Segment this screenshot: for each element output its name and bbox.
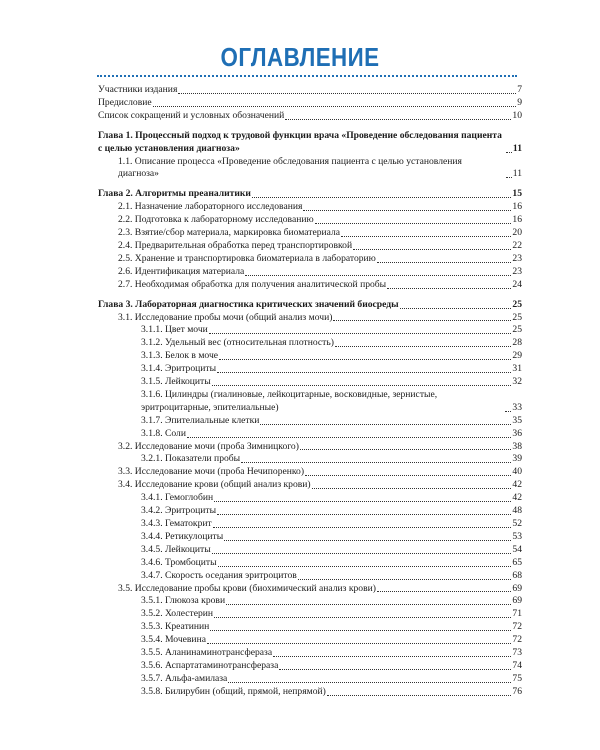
toc-entry-label: 3.5.4. Мочевина: [141, 634, 206, 646]
toc-leader-dots: [506, 177, 512, 178]
toc-entry-label: Участники издания: [98, 84, 178, 95]
toc-leader-dots: [305, 475, 511, 476]
toc-entry-label: 3.5.8. Билирубин (общий, прямой, непрямой): [141, 685, 326, 697]
toc-entry-label: 3.1.3. Белок в моче: [141, 350, 219, 362]
toc-page-number: 22: [512, 239, 522, 251]
toc-entry[interactable]: [98, 492, 522, 505]
toc-entry-label: 3.1.5. Лейкоциты: [141, 376, 211, 388]
toc-chapter-entry[interactable]: [98, 130, 522, 156]
toc-entry[interactable]: [98, 266, 522, 279]
toc-entry-label: 3.1.1. Цвет мочи: [141, 324, 208, 336]
toc-entry[interactable]: [98, 227, 522, 240]
table-of-contents: [98, 84, 522, 699]
toc-page-number: 25: [512, 298, 522, 310]
toc-leader-dots: [300, 449, 511, 450]
toc-page-number: 72: [512, 634, 522, 646]
toc-entry-label: 3.1.7. Эпителиальные клетки: [141, 414, 260, 426]
toc-page-number: 42: [512, 479, 522, 491]
toc-page-number: 28: [512, 337, 522, 349]
toc-page-number: 72: [512, 621, 522, 633]
toc-entry[interactable]: [98, 544, 522, 557]
toc-entry-label: Предисловие: [98, 96, 152, 108]
toc-leader-dots: [285, 119, 511, 120]
toc-entry[interactable]: [98, 253, 522, 266]
toc-leader-dots: [377, 591, 511, 592]
toc-entry-label: Список сокращений и условных обозначений: [98, 109, 285, 121]
toc-chapter-entry[interactable]: [98, 299, 522, 312]
toc-entry[interactable]: [98, 97, 522, 110]
toc-page-number: 65: [512, 556, 522, 568]
toc-entry-label: 2.2. Подготовка к лабораторному исследованию: [118, 214, 314, 226]
toc-leader-dots: [207, 643, 511, 644]
toc-leader-dots: [228, 682, 511, 683]
toc-leader-dots: [279, 669, 511, 670]
toc-page-number: 68: [512, 569, 522, 581]
toc-chapter-entry[interactable]: [98, 188, 522, 201]
toc-page-number: 75: [512, 672, 522, 684]
toc-leader-dots: [187, 437, 511, 438]
toc-entry-label: Глава 1. Процессный подход к трудовой функции врача «Проведение обследования пациента с целью установления диагноза»: [98, 129, 502, 154]
toc-leader-dots: [341, 236, 511, 237]
toc-entry[interactable]: [98, 621, 522, 634]
toc-entry-label: 3.5.1. Глюкоза крови: [141, 595, 226, 607]
toc-page-number: 23: [512, 265, 522, 277]
toc-page-number: 38: [512, 440, 522, 452]
toc-page-number: 11: [512, 168, 522, 180]
toc-leader-dots: [400, 308, 512, 309]
toc-page-number: 31: [512, 363, 522, 375]
toc-leader-dots: [252, 197, 511, 198]
toc-entry-label: 3.1.2. Удельный вес (относительная плотность): [141, 337, 334, 349]
toc-leader-dots: [327, 695, 512, 696]
toc-entry[interactable]: [98, 201, 522, 214]
toc-entry[interactable]: [98, 279, 522, 292]
toc-page-number: 73: [512, 647, 522, 659]
toc-leader-dots: [335, 346, 512, 347]
toc-entry[interactable]: [98, 673, 522, 686]
toc-leader-dots: [333, 320, 511, 321]
toc-page-number: 69: [512, 582, 522, 594]
toc-leader-dots: [217, 514, 511, 515]
toc-leader-dots: [214, 501, 511, 502]
toc-leader-dots: [241, 462, 511, 463]
toc-page-number: 25: [512, 324, 522, 336]
toc-entry[interactable]: [98, 505, 522, 518]
toc-entry-label: 3.4.6. Тромбоциты: [141, 556, 217, 568]
toc-entry-label: 2.3. Взятие/сбор материала, маркировка биоматериала: [118, 227, 341, 239]
toc-entry-label: 3.3. Исследование мочи (проба Нечипоренко): [118, 466, 305, 478]
toc-page-number: 76: [512, 685, 522, 697]
toc-leader-dots: [210, 630, 511, 631]
toc-page-number: 11: [512, 142, 522, 154]
toc-entry-label: 3.4.3. Гематокрит: [141, 518, 212, 529]
toc-entry-label: 2.4. Предварительная обработка перед транспортировкой: [118, 239, 353, 251]
toc-leader-dots: [298, 579, 512, 580]
toc-page-number: 25: [512, 311, 522, 323]
toc-leader-dots: [377, 262, 512, 263]
toc-page-number: 71: [512, 608, 522, 620]
toc-entry-label: 3.4.5. Лейкоциты: [141, 543, 211, 555]
toc-entry[interactable]: [98, 518, 522, 531]
toc-page-number: 53: [512, 530, 522, 542]
toc-entry-label: 3.5.2. Холестерин: [141, 608, 214, 620]
toc-entry-label: 2.6. Идентификация материала: [118, 265, 245, 277]
toc-entry[interactable]: [98, 686, 522, 699]
toc-entry-label: 3.5.6. Аспартатаминотрансфераза: [141, 659, 279, 671]
toc-leader-dots: [217, 372, 511, 373]
toc-entry[interactable]: [98, 389, 522, 415]
toc-entry[interactable]: [98, 583, 522, 596]
toc-page-number: 74: [512, 659, 522, 671]
toc-page-number: 29: [512, 350, 522, 362]
toc-page-number: 16: [512, 201, 522, 213]
toc-entry[interactable]: [98, 428, 522, 441]
toc-entry[interactable]: [98, 466, 522, 479]
toc-page-number: 69: [512, 595, 522, 607]
toc-entry[interactable]: [98, 608, 522, 621]
toc-entry[interactable]: [98, 214, 522, 227]
toc-entry-label: 3.1. Исследование пробы мочи (общий анализ мочи): [118, 311, 333, 323]
toc-leader-dots: [209, 333, 512, 334]
toc-entry[interactable]: [98, 647, 522, 660]
toc-page-number: 33: [512, 401, 522, 413]
toc-page-number: 16: [512, 214, 522, 226]
toc-entry-label: Глава 2. Алгоритмы преаналитики: [98, 188, 251, 200]
toc-leader-dots: [224, 540, 511, 541]
toc-leader-dots: [226, 604, 511, 605]
page-title: ОГЛАВЛЕНИЕ: [220, 42, 380, 72]
toc-leader-dots: [303, 210, 511, 211]
toc-entry[interactable]: [98, 441, 522, 454]
toc-page-number: 39: [512, 453, 522, 465]
toc-entry[interactable]: [98, 324, 522, 337]
toc-leader-dots: [218, 566, 512, 567]
toc-page-number: 10: [512, 109, 522, 121]
toc-leader-dots: [212, 385, 512, 386]
toc-leader-dots: [506, 152, 512, 153]
toc-entry[interactable]: [98, 570, 522, 583]
toc-page-number: 54: [512, 543, 522, 555]
toc-leader-dots: [213, 527, 512, 528]
toc-entry[interactable]: [98, 363, 522, 376]
toc-leader-dots: [387, 288, 511, 289]
toc-entry-label: 3.2.1. Показатели пробы: [141, 453, 241, 465]
toc-entry-label: 3.5.7. Альфа-амилаза: [141, 672, 228, 684]
toc-page-number: 36: [512, 427, 522, 439]
toc-entry-label: 3.5.3. Креатинин: [141, 621, 210, 633]
toc-page-number: 20: [512, 227, 522, 239]
toc-leader-dots: [212, 553, 512, 554]
toc-entry-label: 3.1.6. Цилиндры (гиалиновые, лейкоцитарные, восковидные, зернистые, эритроцитарные, эпителиальные): [141, 388, 438, 413]
toc-page-number: 42: [512, 492, 522, 504]
title-divider: [97, 75, 517, 77]
toc-entry-label: 1.1. Описание процесса «Проведение обследования пациента с целью установления диагноза»: [118, 155, 462, 180]
toc-entry-label: 3.1.4. Эритроциты: [141, 363, 217, 375]
toc-entry-label: 3.5.5. Аланинаминотрансфераза: [141, 647, 273, 659]
toc-page-number: 9: [517, 96, 522, 108]
toc-leader-dots: [178, 93, 516, 94]
toc-entry-label: 3.2. Исследование мочи (проба Зимницкого): [118, 440, 299, 452]
toc-leader-dots: [353, 249, 511, 250]
toc-entry[interactable]: [98, 312, 522, 325]
toc-entry[interactable]: [98, 660, 522, 673]
toc-entry[interactable]: [98, 240, 522, 253]
toc-entry[interactable]: [98, 415, 522, 428]
toc-leader-dots: [312, 488, 512, 489]
toc-leader-dots: [260, 424, 511, 425]
toc-entry[interactable]: [98, 453, 522, 466]
toc-entry-label: 2.7. Необходимая обработка для получения аналитической пробы: [118, 278, 387, 290]
toc-entry-label: 3.4. Исследование крови (общий анализ крови): [118, 479, 311, 491]
toc-entry[interactable]: [98, 376, 522, 389]
toc-entry-label: 2.5. Хранение и транспортировка биоматериала в лабораторию: [118, 252, 376, 264]
toc-entry[interactable]: [98, 337, 522, 350]
toc-leader-dots: [505, 411, 511, 412]
toc-page-number: 32: [512, 376, 522, 388]
toc-leader-dots: [315, 223, 512, 224]
toc-entry-label: Глава 3. Лабораторная диагностика критических значений биосреды: [98, 298, 399, 310]
toc-leader-dots: [214, 617, 511, 618]
toc-leader-dots: [273, 656, 511, 657]
toc-entry-label: 3.5. Исследование пробы крови (биохимический анализ крови): [118, 582, 376, 594]
toc-entry-label: 3.4.1. Гемоглобин: [141, 492, 214, 504]
toc-leader-dots: [245, 275, 511, 276]
toc-entry[interactable]: [98, 557, 522, 570]
toc-entry[interactable]: [98, 350, 522, 363]
toc-entry-label: 3.1.8. Соли: [141, 427, 186, 439]
toc-leader-dots: [153, 106, 517, 107]
toc-page-number: 35: [512, 414, 522, 426]
toc-entry-label: 3.4.7. Скорость оседания эритроцитов: [141, 569, 297, 581]
toc-page-number: 15: [512, 188, 522, 200]
toc-page-number: 24: [512, 278, 522, 290]
toc-page-number: 23: [512, 252, 522, 264]
toc-entry[interactable]: [98, 595, 522, 608]
toc-entry-label: 2.1. Назначение лабораторного исследования: [118, 201, 303, 213]
toc-entry[interactable]: [98, 531, 522, 544]
toc-entry[interactable]: [98, 84, 522, 97]
toc-page-number: 40: [512, 466, 522, 478]
toc-entry-label: 3.4.2. Эритроциты: [141, 505, 217, 517]
toc-entry[interactable]: [98, 110, 522, 123]
toc-page-number: 48: [512, 505, 522, 517]
toc-entry-label: 3.4.4. Ретикулоциты: [141, 530, 224, 542]
toc-page-number: 52: [512, 518, 522, 529]
toc-entry[interactable]: [98, 479, 522, 492]
toc-entry[interactable]: [98, 156, 522, 182]
toc-entry[interactable]: [98, 634, 522, 647]
toc-page-number: 7: [517, 84, 522, 95]
toc-leader-dots: [219, 359, 511, 360]
